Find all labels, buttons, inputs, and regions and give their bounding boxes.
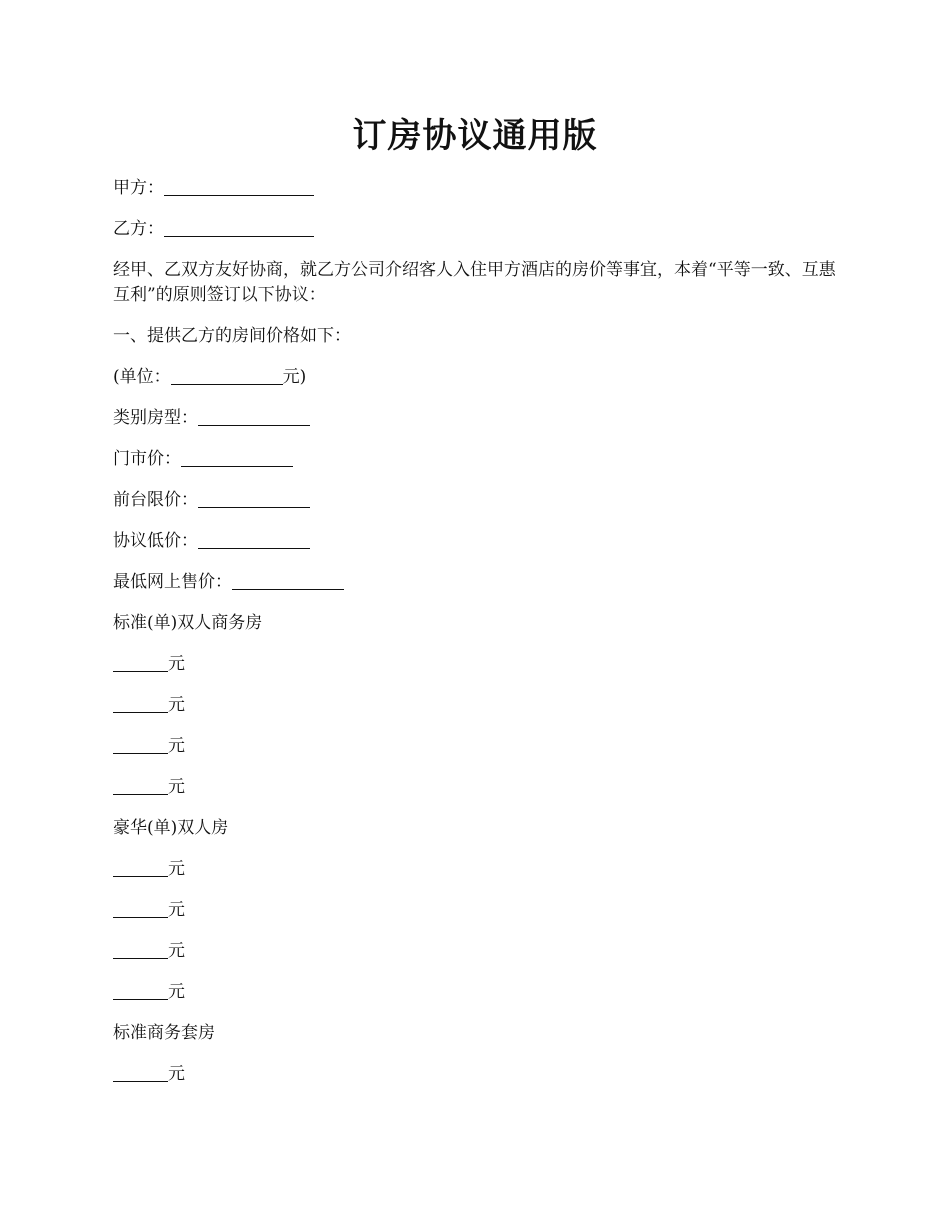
price-blank <box>113 1063 168 1082</box>
price-blank <box>113 858 168 877</box>
currency-unit: 元 <box>168 900 185 920</box>
agreement-low-label: 协议低价： <box>113 531 198 551</box>
price-line <box>113 693 843 718</box>
price-line <box>113 857 843 882</box>
party-b-label: 乙方： <box>113 219 164 239</box>
price-line <box>113 939 843 964</box>
currency-unit: 元 <box>168 859 185 879</box>
room-type-line <box>113 406 843 431</box>
party-b-line <box>113 217 843 242</box>
room-type-blank <box>198 407 310 426</box>
unit-line <box>113 365 843 390</box>
document-body <box>113 176 843 1103</box>
currency-unit: 元 <box>168 695 185 715</box>
currency-unit: 元 <box>168 982 185 1002</box>
price-line <box>113 652 843 677</box>
rack-rate-line <box>113 447 843 472</box>
price-blank <box>113 776 168 795</box>
unit-close: 元) <box>282 367 307 387</box>
price-blank <box>113 899 168 918</box>
price-line <box>113 980 843 1005</box>
price-line <box>113 775 843 800</box>
price-blank <box>113 940 168 959</box>
price-blank <box>113 981 168 1000</box>
price-line <box>113 898 843 923</box>
room-group-name: 标准商务套房 <box>113 1023 215 1043</box>
price-line <box>113 1062 843 1087</box>
price-blank <box>113 735 168 754</box>
rack-rate-label: 门市价： <box>113 449 181 469</box>
room-group-name: 豪华(单)双人房 <box>113 818 229 838</box>
front-desk-limit-blank <box>198 489 310 508</box>
rack-rate-blank <box>181 448 293 467</box>
currency-unit: 元 <box>168 654 185 674</box>
agreement-low-blank <box>198 530 310 549</box>
front-desk-limit-line <box>113 488 843 513</box>
front-desk-limit-label: 前台限价： <box>113 490 198 510</box>
price-blank <box>113 653 168 672</box>
currency-unit: 元 <box>168 777 185 797</box>
document-title: 订房协议通用版 <box>352 116 598 156</box>
room-group-name: 标准(单)双人商务房 <box>113 613 263 633</box>
unit-open: (单位： <box>113 367 171 387</box>
agreement-low-line <box>113 529 843 554</box>
section1-heading: 一、提供乙方的房间价格如下： <box>113 326 351 346</box>
unit-blank <box>171 366 283 385</box>
lowest-online-blank <box>232 571 344 590</box>
party-a-label: 甲方： <box>113 178 164 198</box>
price-blank <box>113 694 168 713</box>
price-line <box>113 734 843 759</box>
party-a-blank <box>164 177 314 196</box>
currency-unit: 元 <box>168 1064 185 1084</box>
currency-unit: 元 <box>168 736 185 756</box>
party-b-blank <box>164 218 314 237</box>
party-a-line <box>113 176 843 201</box>
lowest-online-label: 最低网上售价： <box>113 572 232 592</box>
currency-unit: 元 <box>168 941 185 961</box>
intro-paragraph: 经甲、乙双方友好协商，就乙方公司介绍客人入住甲方酒店的房价等事宜，本着“平等一致、互惠互利”的原则签订以下协议： <box>113 260 836 305</box>
room-type-label: 类别房型： <box>113 408 198 428</box>
lowest-online-line <box>113 570 843 595</box>
